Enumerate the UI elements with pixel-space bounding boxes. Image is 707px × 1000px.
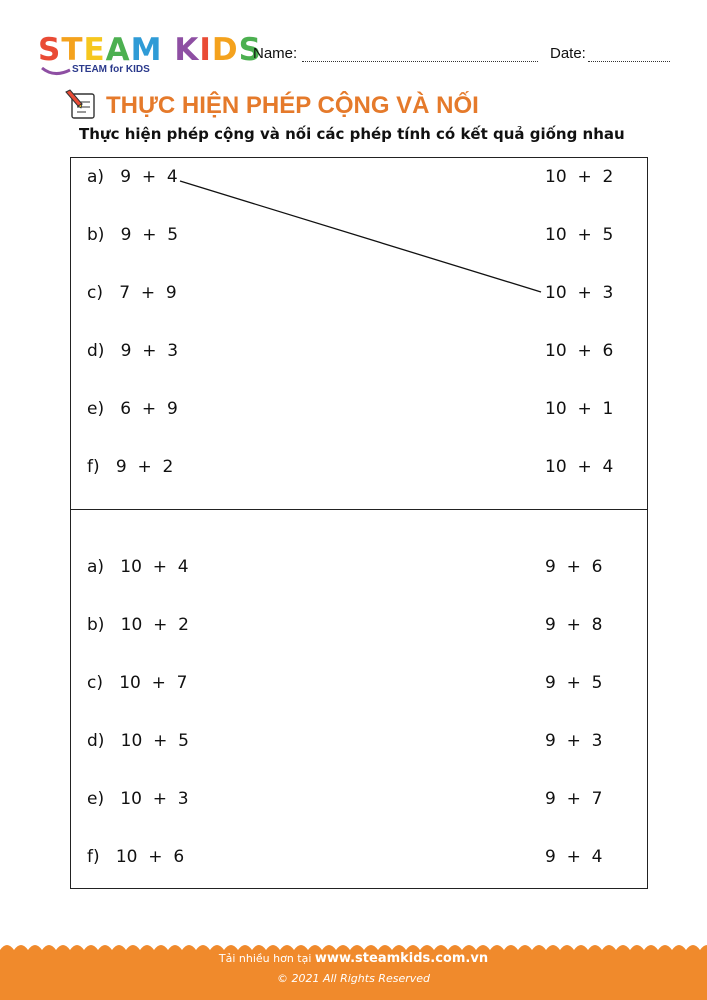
- footer-prefix: Tải nhiều hơn tại: [218, 952, 315, 965]
- left-expression[interactable]: b) 10 + 2: [87, 615, 189, 635]
- right-expression[interactable]: 10 + 1: [545, 399, 614, 419]
- left-expression[interactable]: a) 10 + 4: [87, 557, 189, 577]
- left-expression[interactable]: f) 10 + 6: [87, 847, 185, 867]
- left-expression[interactable]: f) 9 + 2: [87, 457, 174, 477]
- left-expression[interactable]: d) 10 + 5: [87, 731, 189, 751]
- right-expression[interactable]: 9 + 5: [545, 673, 603, 693]
- left-expression[interactable]: c) 7 + 9: [87, 283, 177, 303]
- right-expression[interactable]: 9 + 7: [545, 789, 603, 809]
- footer-band: [0, 940, 707, 1000]
- right-expression[interactable]: 10 + 2: [545, 167, 614, 187]
- left-expression[interactable]: e) 6 + 9: [87, 399, 178, 419]
- left-expression[interactable]: b) 9 + 5: [87, 225, 179, 245]
- right-expression[interactable]: 9 + 4: [545, 847, 603, 867]
- left-expression[interactable]: e) 10 + 3: [87, 789, 189, 809]
- right-expression[interactable]: 10 + 3: [545, 283, 614, 303]
- right-expression[interactable]: 10 + 4: [545, 457, 614, 477]
- example-connector-line: [180, 181, 541, 292]
- right-expression[interactable]: 10 + 5: [545, 225, 614, 245]
- right-expression[interactable]: 10 + 6: [545, 341, 614, 361]
- logo-letter: S: [238, 32, 262, 68]
- instruction-text: Thực hiện phép cộng và nối các phép tính có kết quả giống nhau: [79, 125, 625, 143]
- logo-letter: T: [61, 32, 84, 68]
- logo-letter: E: [83, 32, 106, 68]
- logo-letter: D: [211, 32, 239, 68]
- right-expression[interactable]: 9 + 8: [545, 615, 603, 635]
- page-title: THỰC HIỆN PHÉP CỘNG VÀ NỐI: [106, 92, 479, 119]
- left-expression[interactable]: a) 9 + 4: [87, 167, 178, 187]
- name-label: Name:: [253, 45, 298, 62]
- footer-copyright: © 2021 All Rights Reserved: [276, 972, 430, 985]
- right-expression[interactable]: 9 + 6: [545, 557, 603, 577]
- date-label: Date:: [550, 45, 586, 62]
- right-expression[interactable]: 9 + 3: [545, 731, 603, 751]
- logo-letter: K: [174, 32, 200, 68]
- footer-download-text: [0, 951, 707, 966]
- footer-site-link[interactable]: www.steamkids.com.vn: [314, 951, 489, 966]
- logo-letter: S: [38, 32, 62, 68]
- left-expression[interactable]: d) 9 + 3: [87, 341, 179, 361]
- left-expression[interactable]: c) 10 + 7: [87, 673, 188, 693]
- logo-letter: M: [130, 32, 163, 68]
- logo-letter: A: [105, 32, 131, 68]
- logo-letter: I: [199, 32, 212, 68]
- logo-subtitle: STEAM for KIDS: [72, 64, 150, 75]
